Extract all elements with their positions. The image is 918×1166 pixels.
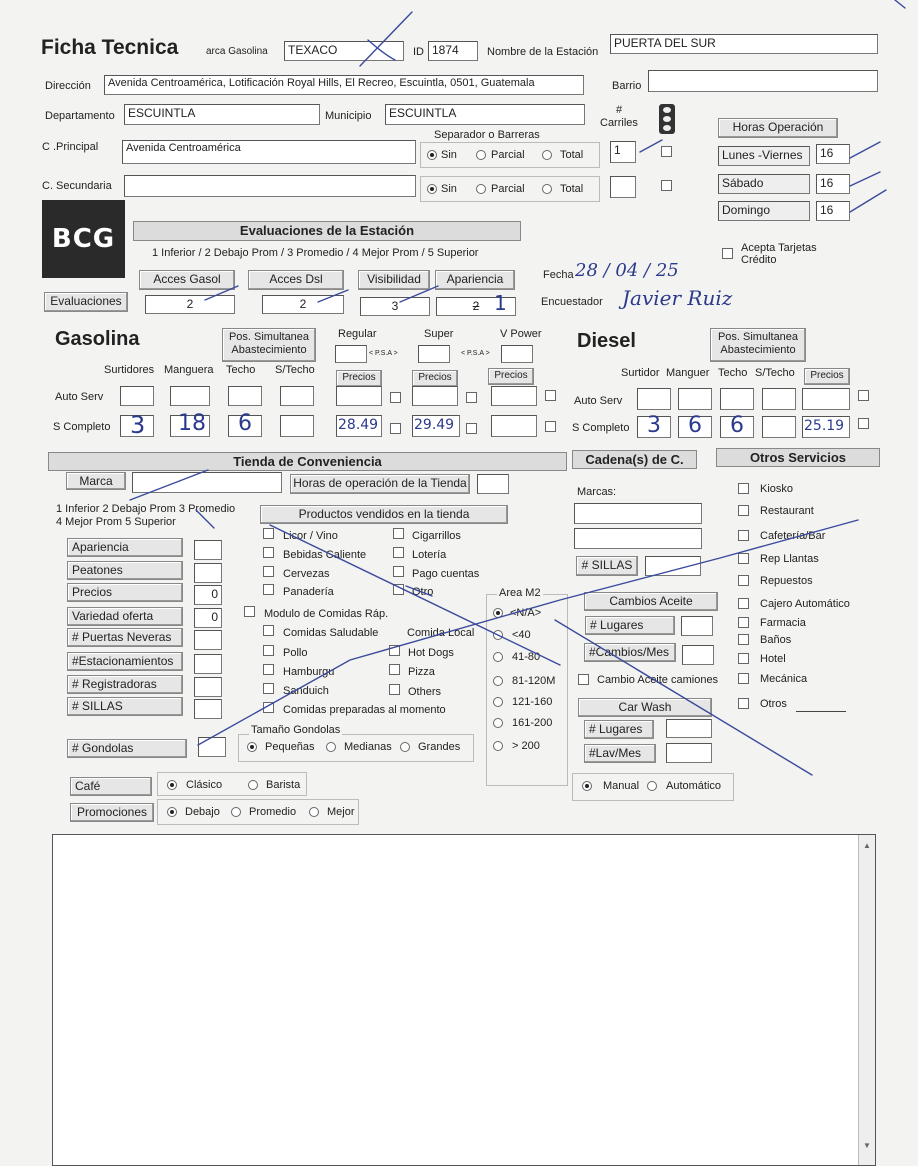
gas-completo-manguera-value: 18 [178, 411, 206, 436]
cadena-sillas-label: # SILLAS [576, 556, 638, 576]
diesel-techo-header: Techo [718, 367, 748, 379]
area-161-200-label: 161-200 [512, 717, 553, 729]
cambios-aceite-button[interactable]: Cambios Aceite [584, 592, 718, 611]
diesel-auto-manguera[interactable] [678, 388, 712, 410]
hamburgu-label: Hamburgu [283, 666, 335, 678]
pago-cuentas-checkbox[interactable] [393, 566, 404, 577]
bcg-logo [42, 200, 125, 278]
apariencia-rating-field[interactable] [194, 540, 222, 560]
carriles-2-field[interactable] [610, 176, 636, 198]
gas-completo-surtidores-value: 3 [130, 411, 146, 439]
evaluaciones-header: Evaluaciones de la Estación [133, 221, 521, 241]
gas-auto-serv-label: Auto Serv [55, 391, 104, 403]
diesel-auto-stecho[interactable] [762, 388, 796, 410]
promo-debajo-radio[interactable] [167, 807, 177, 817]
otros-checkbox[interactable] [738, 698, 749, 709]
separador-2-total-label: Total [560, 183, 584, 195]
area-m2-group [486, 594, 568, 786]
precios-rating-field[interactable]: 0 [194, 585, 222, 605]
area-200-radio[interactable] [493, 741, 503, 751]
diesel-auto-techo[interactable] [720, 388, 754, 410]
mecanica-label: Mecánica [760, 673, 808, 685]
acepta-tarjetas-label: Acepta Tarjetas Crédito [741, 242, 817, 266]
kiosko-checkbox[interactable] [738, 483, 749, 494]
diesel-precios-button[interactable]: Precios [804, 368, 850, 385]
apariencia-button[interactable]: Apariencia [435, 270, 515, 290]
area-200-label: > 200 [512, 740, 540, 752]
cigarrillos-label: Cigarrillos [412, 530, 461, 542]
restaurant-label: Restaurant [760, 505, 814, 517]
peatones-rating-label: Peatones [67, 561, 183, 580]
cambios-mes-label: #Cambios/Mes [584, 643, 676, 662]
scroll-up-icon[interactable]: ▲ [863, 841, 871, 850]
marca-gasolina-field[interactable]: TEXACO [284, 41, 404, 61]
direccion-label: Dirección [45, 80, 91, 92]
cervezas-checkbox[interactable] [263, 566, 274, 577]
variedad-rating-field[interactable]: 0 [194, 608, 222, 628]
pen-mark-corner [895, 0, 905, 8]
area-na-label: <N/A> [510, 607, 542, 619]
super-label: Super [424, 328, 454, 340]
otros-servicios-header: Otros Servicios [716, 448, 880, 467]
estacionamientos-field[interactable] [194, 654, 222, 674]
tienda-horas-field[interactable] [477, 474, 509, 494]
vpower-precios-button[interactable]: Precios [488, 368, 534, 385]
separador-1-total-label: Total [560, 149, 584, 161]
s-techo-header: S/Techo [275, 364, 315, 376]
tienda-scale-1: 1 Inferior 2 Debajo Prom 3 Promedio [56, 503, 236, 515]
sanduich-checkbox[interactable] [263, 683, 274, 694]
sabado-field[interactable]: 16 [816, 174, 850, 194]
gas-auto-manguera[interactable] [170, 386, 210, 406]
scroll-down-icon[interactable]: ▼ [863, 1141, 871, 1150]
cigarrillos-checkbox[interactable] [393, 528, 404, 539]
pen-mark-sabado [850, 172, 880, 186]
cafe-clasico-radio[interactable] [167, 780, 177, 790]
diesel-completo-stecho[interactable] [762, 416, 796, 438]
licor-checkbox[interactable] [263, 528, 274, 539]
kiosko-label: Kiosko [760, 483, 794, 495]
manguera-header: Manguera [164, 364, 214, 376]
lav-mes-field[interactable] [666, 743, 712, 763]
gondola-grandes-label: Grandes [418, 741, 461, 753]
gas-auto-regular-check[interactable] [390, 392, 401, 403]
municipio-field[interactable]: ESCUINTLA [385, 104, 585, 125]
tienda-marca-field[interactable] [132, 472, 282, 493]
licor-label: Licor / Vino [283, 530, 338, 542]
comidas-saludable-checkbox[interactable] [263, 625, 274, 636]
encuestador-value: Javier Ruiz [622, 286, 733, 310]
traffic-light-icon [659, 104, 675, 134]
gas-completo-vpower-price[interactable] [491, 415, 537, 437]
variedad-rating-label: Variedad oferta [67, 607, 183, 626]
evaluaciones-button[interactable]: Evaluaciones [44, 292, 128, 312]
vpower-label: V Power [500, 328, 542, 340]
hamburgu-checkbox[interactable] [263, 664, 274, 675]
hot-dogs-checkbox[interactable] [389, 645, 400, 656]
departamento-field[interactable]: ESCUINTLA [124, 104, 320, 125]
diesel-stecho-header: S/Techo [755, 367, 795, 379]
promociones-label: Promociones [70, 803, 154, 822]
cajero-label: Cajero Automático [760, 598, 850, 610]
sanduich-label: Sanduich [283, 685, 329, 697]
diesel-title: Diesel [577, 330, 636, 352]
diesel-auto-serv-label: Auto Serv [574, 395, 623, 407]
comida-local-label: Comida Local [407, 627, 475, 639]
area-40-radio[interactable] [493, 630, 503, 640]
cambios-mes-field[interactable] [682, 645, 714, 665]
diesel-auto-surtidor[interactable] [637, 388, 671, 410]
farmacia-checkbox[interactable] [738, 617, 749, 628]
notes-textarea[interactable] [52, 834, 876, 1166]
gondola-grandes-radio[interactable] [400, 742, 410, 752]
diesel-surtidor-header: Surtidor [621, 367, 660, 379]
cambios-lugares-field[interactable] [681, 616, 713, 636]
separador-2-parcial-label: Parcial [491, 183, 525, 195]
panaderia-checkbox[interactable] [263, 584, 274, 595]
cafe-barista-label: Barista [266, 779, 301, 791]
direccion-field[interactable]: Avenida Centroamérica, Lotificación Royal Hills, El Recreo, Escuintla, 0501, Guatemala [104, 75, 584, 95]
gondola-pequenas-label: Pequeñas [265, 741, 315, 753]
lav-mes-label: #Lav/Mes [584, 744, 656, 763]
gas-auto-stecho[interactable] [280, 386, 314, 406]
others-checkbox[interactable] [389, 684, 400, 695]
marca-gasolina-label: arca Gasolina [206, 46, 268, 57]
separador-1-parcial-radio[interactable] [476, 150, 486, 160]
sabado-label: Sábado [718, 174, 810, 194]
fecha-label: Fecha [543, 269, 574, 281]
area-41-80-radio[interactable] [493, 652, 503, 662]
cambio-camiones-checkbox[interactable] [578, 674, 589, 685]
gas-completo-techo-value: 6 [238, 411, 252, 436]
regular-psa-field[interactable] [335, 345, 367, 363]
apariencia-field[interactable]: 2 [436, 297, 516, 316]
registradoras-label: # Registradoras [67, 675, 183, 694]
bebidas-label: Bebidas Caliente [283, 549, 367, 561]
cafe-label: Café [70, 777, 152, 796]
pollo-label: Pollo [283, 647, 308, 659]
gas-completo-label: S Completo [53, 421, 111, 433]
acces-dsl-button[interactable]: Acces Dsl [248, 270, 344, 290]
separador-1-total-radio[interactable] [542, 150, 552, 160]
pizza-label: Pizza [408, 666, 435, 678]
cadena-sillas-field[interactable] [645, 556, 701, 576]
departamento-label: Departamento [45, 110, 115, 122]
cafeteria-checkbox[interactable] [738, 530, 749, 541]
barrio-field[interactable] [648, 70, 878, 92]
modulo-comidas-label: Modulo de Comidas Ráp. [264, 608, 389, 620]
bcg-logo-text: BCG [51, 224, 116, 254]
separador-2-sin-radio[interactable] [427, 184, 437, 194]
gas-auto-regular-price[interactable] [336, 386, 382, 406]
apariencia-rating-label: Apariencia [67, 538, 183, 557]
car-wash-button[interactable]: Car Wash [578, 698, 712, 717]
area-na-radio[interactable] [493, 608, 503, 618]
pen-mark-lunes [850, 142, 880, 158]
vpower-psa-field[interactable] [501, 345, 533, 363]
gas-completo-super-price-value: 29.49 [414, 417, 455, 433]
nombre-estacion-field[interactable]: PUERTA DEL SUR [610, 34, 878, 54]
pollo-checkbox[interactable] [263, 645, 274, 656]
area-81-120-label: 81-120M [512, 675, 556, 687]
puertas-neveras-field[interactable] [194, 630, 222, 650]
banos-label: Baños [760, 634, 792, 646]
tienda-horas-button[interactable]: Horas de operación de la Tienda [290, 474, 470, 494]
horas-operacion-button[interactable]: Horas Operación [718, 118, 838, 138]
others-label: Others [408, 686, 442, 698]
gas-auto-super-price[interactable] [412, 386, 458, 406]
separador-2-sin-label: Sin [441, 183, 457, 195]
cambio-camiones-label: Cambio Aceite camiones [597, 674, 719, 686]
cervezas-label: Cervezas [283, 568, 330, 580]
separador-title: Separador o Barreras [434, 129, 540, 141]
promo-promedio-label: Promedio [249, 806, 297, 818]
diesel-pos-simultanea-button[interactable]: Pos. Simultanea Abastecimiento [710, 328, 806, 362]
diesel-completo-price-value: 25.19 [804, 418, 845, 434]
hotel-checkbox[interactable] [738, 653, 749, 664]
cafe-clasico-label: Clásico [186, 779, 223, 791]
acces-gasol-field[interactable]: 2 [145, 295, 235, 314]
separador-1-sin-label: Sin [441, 149, 457, 161]
acces-gasol-button[interactable]: Acces Gasol [139, 270, 235, 290]
carriles-1-field[interactable]: 1 [610, 141, 636, 163]
municipio-label: Municipio [325, 110, 372, 122]
cadena-header: Cadena(s) de C. [572, 450, 697, 469]
carriles-1-checkbox[interactable] [661, 146, 672, 157]
gondola-pequenas-radio[interactable] [247, 742, 257, 752]
pen-mark-domingo [850, 190, 886, 212]
super-precios-button[interactable]: Precios [412, 370, 458, 387]
c-secundaria-label: C. Secundaria [42, 180, 112, 192]
wash-manual-radio[interactable] [582, 781, 592, 791]
productos-vendidos-button[interactable]: Productos vendidos en la tienda [260, 505, 508, 524]
gondola-medianas-label: Medianas [344, 741, 392, 753]
pago-cuentas-label: Pago cuentas [412, 568, 480, 580]
separador-2-total-radio[interactable] [542, 184, 552, 194]
diesel-auto-check[interactable] [858, 390, 869, 401]
gas-completo-super-check[interactable] [466, 423, 477, 434]
peatones-rating-field[interactable] [194, 563, 222, 583]
wash-manual-label: Manual [603, 780, 640, 792]
gondola-medianas-radio[interactable] [326, 742, 336, 752]
diesel-manguer-header: Manguer [666, 367, 710, 379]
diesel-completo-techo-value: 6 [730, 413, 744, 438]
otros-underline [796, 711, 846, 712]
regular-label: Regular [338, 328, 377, 340]
pen-mark-carriles [640, 140, 662, 152]
area-161-200-radio[interactable] [493, 718, 503, 728]
visibilidad-button[interactable]: Visibilidad [358, 270, 430, 290]
apariencia-handwritten: 1 [494, 291, 507, 315]
diesel-completo-check[interactable] [858, 418, 869, 429]
super-psa-field[interactable] [418, 345, 450, 363]
gas-auto-surtidores[interactable] [120, 386, 154, 406]
promo-mejor-radio[interactable] [309, 807, 319, 817]
rep-llantas-label: Rep Llantas [760, 553, 819, 565]
area-121-160-radio[interactable] [493, 697, 503, 707]
hot-dogs-label: Hot Dogs [408, 647, 454, 659]
c-principal-label: C .Principal [42, 141, 99, 153]
comidas-saludable-label: Comidas Saludable [283, 627, 379, 639]
puertas-neveras-label: # Puertas Neveras [67, 628, 183, 647]
carriles-hash: # [616, 104, 623, 116]
otro-label: Otro [412, 586, 434, 598]
nombre-estacion-label: Nombre de la Estación [487, 46, 599, 58]
pizza-checkbox[interactable] [389, 664, 400, 675]
area-121-160-label: 121-160 [512, 696, 553, 708]
form-title: Ficha Tecnica [41, 36, 179, 59]
diesel-completo-surtidor-value: 3 [647, 413, 661, 438]
c-principal-field[interactable]: Avenida Centroamérica [122, 140, 416, 164]
evaluaciones-scale: 1 Inferior / 2 Debajo Prom / 3 Promedio / 4 Mejor Prom / 5 Superior [152, 247, 479, 259]
farmacia-label: Farmacia [760, 617, 806, 629]
area-41-80-label: 41-80 [512, 651, 541, 663]
regular-psa-label: < P.S.A > [369, 350, 398, 357]
promo-promedio-radio[interactable] [231, 807, 241, 817]
techo-header: Techo [226, 364, 256, 376]
diesel-auto-price[interactable] [802, 388, 850, 410]
id-label: ID [413, 46, 424, 58]
comidas-preparadas-label: Comidas preparadas al momento [283, 704, 446, 716]
fecha-value: 28 / 04 / 25 [575, 260, 679, 281]
encuestador-label: Encuestador [541, 296, 603, 308]
tienda-sillas-label: # SILLAS [67, 697, 183, 716]
gondolas-label: # Gondolas [67, 739, 187, 758]
acepta-tarjetas-checkbox[interactable] [722, 248, 733, 259]
otro-checkbox[interactable] [393, 584, 404, 595]
cadena-marca-field-1[interactable] [574, 503, 702, 524]
tienda-marca-button[interactable]: Marca [66, 472, 126, 490]
carwash-lugares-label: # Lugares [584, 720, 654, 739]
carriles-label: Carriles [600, 117, 638, 129]
carriles-2-checkbox[interactable] [661, 180, 672, 191]
visibilidad-field[interactable]: 3 [360, 297, 430, 316]
loteria-label: Lotería [412, 549, 447, 561]
loteria-checkbox[interactable] [393, 547, 404, 558]
gasolina-pos-simultanea-button[interactable]: Pos. Simultanea Abastecimiento [222, 328, 316, 362]
rep-llantas-checkbox[interactable] [738, 553, 749, 564]
otros-label: Otros [760, 698, 787, 710]
area-m2-title: Area M2 [499, 587, 541, 599]
domingo-label: Domingo [718, 201, 810, 221]
gas-completo-regular-price-value: 28.49 [338, 417, 379, 433]
tienda-scale-2: 4 Mejor Prom 5 Superior [56, 516, 176, 528]
promo-mejor-label: Mejor [327, 806, 355, 818]
gas-auto-vpower-check[interactable] [545, 390, 556, 401]
super-psa-label: < P.S.A > [461, 350, 490, 357]
wash-automatico-radio[interactable] [647, 781, 657, 791]
cajero-checkbox[interactable] [738, 598, 749, 609]
gasolina-title: Gasolina [55, 328, 140, 350]
banos-checkbox[interactable] [738, 634, 749, 645]
gas-completo-vpower-check[interactable] [545, 421, 556, 432]
area-81-120-radio[interactable] [493, 676, 503, 686]
c-secundaria-field[interactable] [124, 175, 416, 197]
hotel-label: Hotel [760, 653, 786, 665]
restaurant-checkbox[interactable] [738, 505, 749, 516]
diesel-completo-label: S Completo [572, 422, 630, 434]
separador-1-sin-radio[interactable] [427, 150, 437, 160]
cambios-lugares-label: # Lugares [585, 616, 675, 635]
bebidas-checkbox[interactable] [263, 547, 274, 558]
registradoras-field[interactable] [194, 677, 222, 697]
tamano-gondolas-title: Tamaño Gondolas [251, 724, 341, 736]
area-40-label: <40 [512, 629, 531, 641]
cafe-barista-radio[interactable] [248, 780, 258, 790]
lunes-viernes-field[interactable]: 16 [816, 144, 850, 164]
repuestos-label: Repuestos [760, 575, 813, 587]
separador-2-parcial-radio[interactable] [476, 184, 486, 194]
panaderia-label: Panadería [283, 586, 334, 598]
surtidores-header: Surtidores [104, 364, 155, 376]
wash-automatico-label: Automático [666, 780, 722, 792]
diesel-completo-manguera-value: 6 [688, 413, 702, 438]
lunes-viernes-label: Lunes -Viernes [718, 146, 810, 166]
cadena-marca-field-2[interactable] [574, 528, 702, 549]
mecanica-checkbox[interactable] [738, 673, 749, 684]
cafeteria-label: Cafetería/Bar [760, 530, 826, 542]
comidas-preparadas-checkbox[interactable] [263, 702, 274, 713]
gondolas-field[interactable] [198, 737, 226, 757]
gas-auto-techo[interactable] [228, 386, 262, 406]
precios-rating-label: Precios [67, 583, 183, 602]
notes-scrollbar[interactable] [858, 835, 875, 1165]
modulo-comidas-checkbox[interactable] [244, 606, 255, 617]
tienda-header: Tienda de Conveniencia [48, 452, 567, 471]
barrio-label: Barrio [612, 80, 642, 92]
promo-debajo-label: Debajo [185, 806, 220, 818]
acces-dsl-field[interactable]: 2 [262, 295, 344, 314]
regular-precios-button[interactable]: Precios [336, 370, 382, 387]
gas-completo-regular-check[interactable] [390, 423, 401, 434]
id-field[interactable]: 1874 [428, 41, 478, 61]
domingo-field[interactable]: 16 [816, 201, 850, 221]
gas-completo-stecho[interactable] [280, 415, 314, 437]
cadena-marcas-label: Marcas: [577, 486, 617, 498]
repuestos-checkbox[interactable] [738, 575, 749, 586]
gas-auto-super-check[interactable] [466, 392, 477, 403]
carwash-lugares-field[interactable] [666, 719, 712, 738]
gas-auto-vpower-price[interactable] [491, 386, 537, 406]
separador-1-parcial-label: Parcial [491, 149, 525, 161]
estacionamientos-label: #Estacionamientos [67, 652, 183, 671]
tienda-sillas-field[interactable] [194, 699, 222, 719]
